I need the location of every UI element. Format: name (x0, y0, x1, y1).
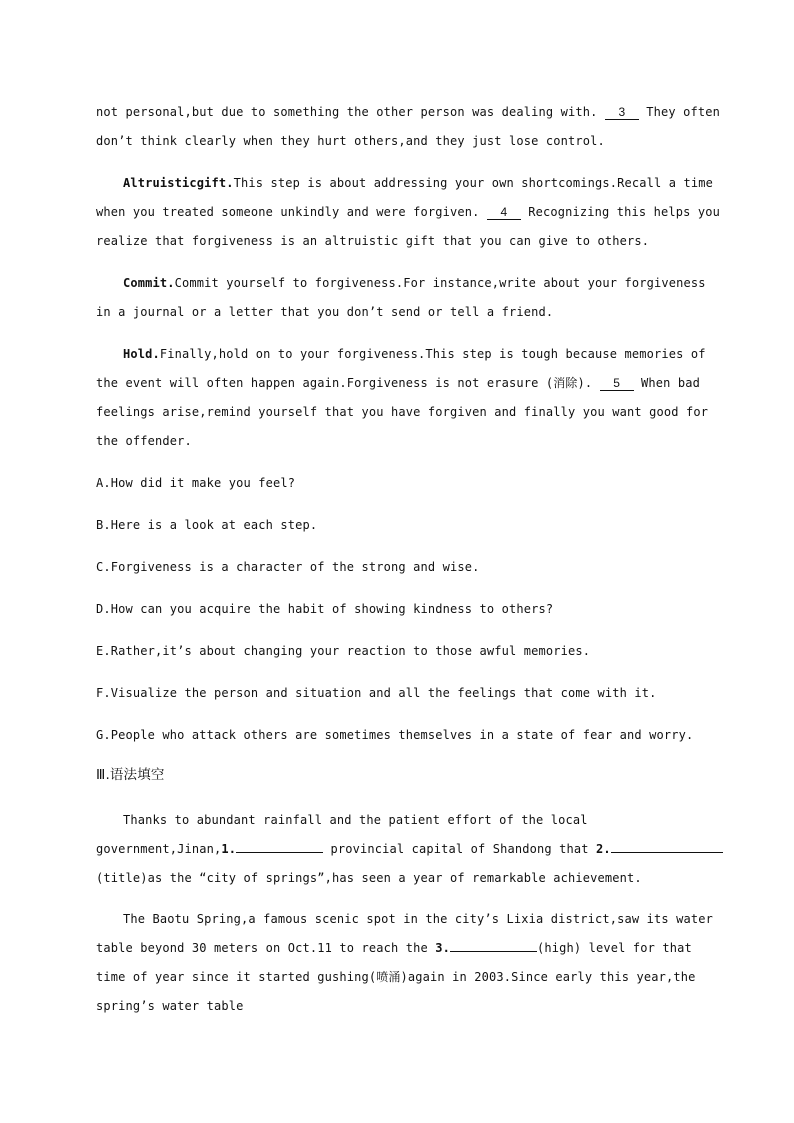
option-e: E.Rather,it’s about changing your reaction to those awful memories. (96, 644, 591, 658)
option-c: C.Forgiveness is a character of the strong and wise. (96, 560, 480, 574)
grammar-p1-line-2: government,Jinan,1. provincial capital of Shandong that 2. (96, 841, 723, 857)
commit-line-2: in a journal or a letter that you don’t send or tell a friend. (96, 305, 554, 319)
option-b: B.Here is a look at each step. (96, 518, 318, 532)
hold-line-1: Hold.Finally,hold on to your forgiveness.This step is tough because memories of (123, 347, 706, 361)
answer-blank-5: 5 (600, 377, 634, 391)
hold-title: Hold. (123, 347, 160, 361)
answer-blank-3: 3 (605, 106, 639, 120)
commit-title: Commit. (123, 276, 175, 290)
fill-blank-2[interactable] (611, 852, 723, 853)
hold-line-3: feelings arise,remind yourself that you have forgiven and finally you want good for (96, 405, 709, 419)
altruistic-line-1: Altruisticgift.This step is about addressing your own shortcomings.Recall a time (123, 176, 713, 190)
option-d: D.How can you acquire the habit of showing kindness to others? (96, 602, 554, 616)
fill-blank-3[interactable] (450, 951, 537, 952)
fill-blank-1[interactable] (236, 852, 323, 853)
altruistic-line-2: when you treated someone unkindly and were forgiven. 4 Recognizing this helps you (96, 205, 720, 219)
answer-blank-4: 4 (487, 206, 521, 220)
option-g: G.People who attack others are sometimes themselves in a state of fear and worry. (96, 728, 694, 742)
question-number-3: 3. (435, 941, 450, 955)
question-number-2: 2. (596, 842, 611, 856)
altruistic-line-3: realize that forgiveness is an altruistic gift that you can give to others. (96, 234, 650, 248)
grammar-p2-line-3: time of year since it started gushing(喷涌)again in 2003.Since early this year,the (96, 970, 696, 984)
intro-text: not personal,but due to something the other person was dealing with. (96, 105, 598, 119)
option-a: A.How did it make you feel? (96, 476, 296, 490)
grammar-p2-line-2: table beyond 30 meters on Oct.11 to reach the 3. (high) level for that (96, 941, 692, 955)
hold-line-2: the event will often happen again.Forgiveness is not erasure (消除). 5 When bad (96, 376, 701, 390)
option-f: F.Visualize the person and situation and all the feelings that come with it. (96, 686, 657, 700)
intro-line-2: don’t think clearly when they hurt others,and they just lose control. (96, 134, 605, 148)
hold-line-4: the offender. (96, 434, 192, 448)
grammar-p2-line-4: spring’s water table (96, 999, 244, 1013)
altruistic-title: Altruisticgift. (123, 176, 234, 190)
grammar-p1-line-3: (title)as the “city of springs”,has seen a year of remarkable achievement. (96, 871, 642, 885)
commit-line-1: Commit.Commit yourself to forgiveness.For instance,write about your forgiveness (123, 276, 706, 290)
grammar-p2-line-1: The Baotu Spring,a famous scenic spot in the city’s Lixia district,saw its water (123, 912, 713, 926)
question-number-1: 1. (221, 842, 237, 856)
intro-text-after: They often (638, 105, 720, 119)
section-heading: Ⅲ.语法填空 (96, 767, 165, 783)
intro-line-1 (96, 104, 720, 120)
grammar-p1-line-1: Thanks to abundant rainfall and the patient effort of the local (123, 813, 588, 827)
